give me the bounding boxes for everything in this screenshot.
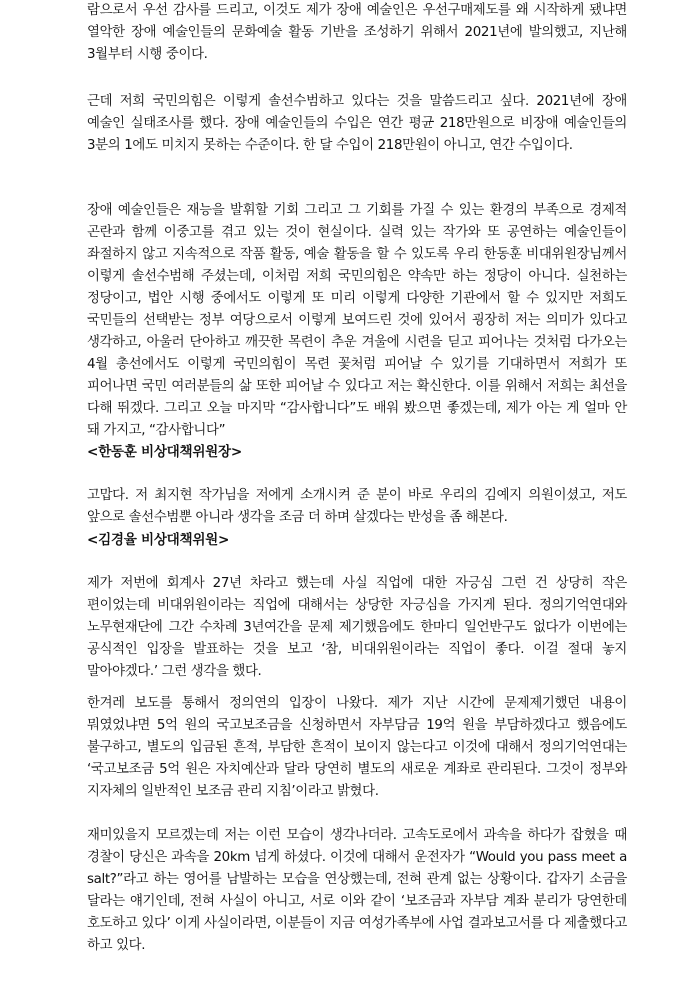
paragraph-7: 재미있을지 모르겠는데 저는 이런 모습이 생각나더라. 고속도로에서 과속을 하다가 잡혔을 때 경찰이 당신은 과속을 20km 넘게 하셨다. 이것에 대해서 운전자가 “Would you pass meet a salt?”라고 하는 영어를 남발하는 모습을 연상했는데, 전혀 관계 없는 상황이다. 갑자기 소금을 달라는 얘기인데, 전혀 사실이 아니고, 서로 이와 같이 ‘보조금과 자부담 계좌 분리가 당연한데 호도하고 있다’ 이게 사실이라면, 이분들이 지금 여성가족부에 사업 결과보고서를 다 제출했다고 하고 있다. — [87, 828, 627, 953]
speaker-label-han: <한동훈 비상대책위원장> — [87, 444, 242, 460]
paragraph-1: 람으로서 우선 감사를 드리고, 이것도 제가 장애 예술인은 우선구매제도를 왜 시작하게 됐냐면 열악한 장애 예술인들의 문화예술 활동 기반을 조성하기 위해서 2021년에 발의했고, 지난해 3월부터 시행 중이다. — [87, 3, 627, 62]
paragraph-6: 한겨레 보도를 통해서 정의연의 입장이 나왔다. 제가 지난 시간에 문제제기했던 내용이 뭐였었냐면 5억 원의 국고보조금을 신청하면서 자부담금 19억 원을 부담하겠다고 했음에도 불구하고, 별도의 입금된 흔적, 부담한 흔적이 보이지 않는다고 이것에 대해서 정의기억연대는 ‘국고보조금 5억 원은 자치예산과 달라 당연히 별도의 새로운 계좌로 관리된다. 그것이 정부와 지자체의 일반적인 보조금 관리 지침’이라고 밝혔다. — [87, 696, 627, 799]
paragraph-4: 고맙다. 저 최지현 작가님을 저에게 소개시켜 준 분이 바로 우리의 김예지 의원이셨고, 저도 앞으로 솔선수범뿐 아니라 생각을 조금 더 하며 살겠다는 반성을 좀 해본다. — [87, 488, 627, 525]
speaker-label-kim: <김경율 비상대책위원> — [87, 532, 230, 548]
paragraph-2: 근데 저희 국민의힘은 이렇게 솔선수범하고 있다는 것을 말씀드리고 싶다. 2021년에 장애 예술인 실태조사를 했다. 장애 예술인들의 수입은 연간 평균 218만원으로 비장애 예술인들의 3분의 1에도 미치지 못하는 수준이다. 한 달 수입이 218만원이 아니고, 연간 수입이다. — [87, 94, 627, 153]
paragraph-5: 제가 저번에 회계사 27년 차라고 했는데 사실 직업에 대한 자긍심 그런 건 상당히 작은 편이었는데 비대위원이라는 직업에 대해서는 상당한 자긍심을 가지게 된다. 정의기억연대와 노무현재단에 그간 수차례 3년여간을 문제 제기했음에도 한마디 일언반구도 없다가 이번에는 공식적인 입장을 발표하는 것을 보고 ‘참, 비대위원이라는 직업이 좋다. 이걸 절대 놓지 말아야겠다.’ 그런 생각을 했다. — [87, 576, 627, 679]
paragraph-3: 장애 예술인들은 재능을 발휘할 기회 그리고 그 기회를 가질 수 있는 환경의 부족으로 경제적 곤란과 함께 이중고를 겪고 있는 것이 현실이다. 실력 있는 작가와 또 공연하는 예술인들이 좌절하지 않고 지속적으로 작품 활동, 예술 활동을 할 수 있도록 우리 한동훈 비대위원장님께서 이렇게 솔선수범해 주셨는데, 이처럼 저희 국민의힘은 약속만 하는 정당이 아니다. 실천하는 정당이고, 법안 시행 중에서도 이렇게 또 미리 이렇게 다양한 기관에서 할 수 있지만 저희도 국민들의 선택받는 정부 여당으로서 이렇게 보여드린 것에 있어서 굉장히 저는 의미가 있다고 생각하고, 아울러 단아하고 깨끗한 목련이 추운 겨울에 시련을 딛고 피어나는 것처럼 다가오는 4월 총선에서도 이렇게 국민의힘이 목련 꽃처럼 피어날 수 있기를 기대하면서 저희가 또 피어나면 국민 여러분들의 삶 또한 피어날 수 있다고 저는 확신한다. 이를 위해서 저희는 최선을 다해 뛰겠다. 그리고 오늘 마지막 “감사합니다”도 배워 봤으면 좋겠는데, 제가 아는 게 얼마 안 돼 가지고, “감사합니다” — [87, 203, 627, 438]
